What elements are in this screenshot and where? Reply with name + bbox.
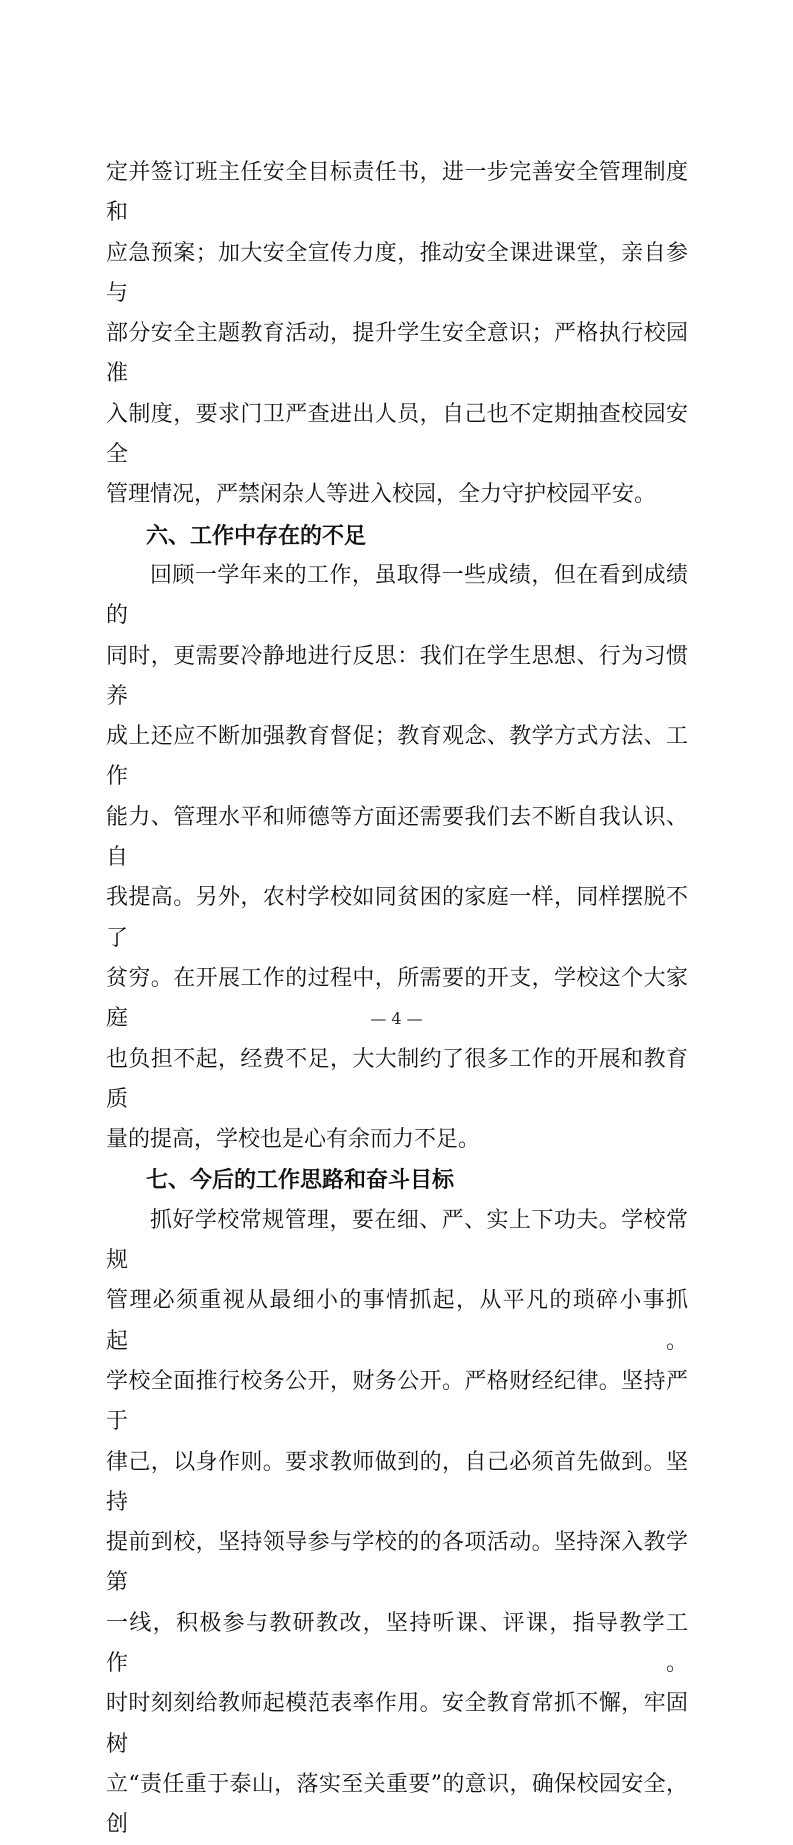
body-line: 回顾一学年来的工作，虽取得一些成绩，但在看到成绩的 (106, 562, 688, 629)
document-body (106, 153, 688, 1845)
body-line: 提前到校，坚持领导参与学校的的各项活动。坚持深入教学第 (106, 1530, 688, 1596)
section-heading-6: 六、工作中存在的不足 (146, 522, 367, 549)
body-line: 能力、管理水平和师德等方面还需要我们去不断自我认识、自 (106, 804, 688, 871)
body-line: 我提高。另外，农村学校如同贫困的家庭一样，同样摆脱不了 (106, 885, 688, 951)
section-heading-7: 七、今后的工作思路和奋斗目标 (146, 1167, 455, 1194)
body-line: 管理必须重视从最细小的事情抓起，从平凡的琐碎小事抓起。 (106, 1288, 688, 1354)
body-line: 学校全面推行校务公开，财务公开。严格财经纪律。坚持严于 (106, 1368, 688, 1435)
page-number: — 4 — (370, 1009, 423, 1028)
body-line: 量的提高，学校也是心有余而力不足。 (106, 1127, 481, 1153)
body-line: 也负担不起，经费不足，大大制约了很多工作的开展和教育质 (106, 1046, 688, 1112)
body-line: 律己，以身作则。要求教师做到的，自己必须首先做到。坚持 (106, 1449, 688, 1515)
body-line: 定并签订班主任安全目标责任书，进一步完善安全管理制度和 (106, 160, 688, 226)
body-line: 同时，更需要冷静地进行反思：我们在学生思想、行为习惯养 (106, 643, 688, 709)
body-line: 成上还应不断加强教育督促；教育观念、教学方式方法、工作 (106, 724, 688, 790)
body-line: 应急预案；加大安全宣传力度，推动安全课进课堂，亲自参与 (106, 240, 688, 306)
body-line: 立“责任重于泰山，落实至关重要”的意识，确保校园安全，创 (106, 1771, 688, 1838)
body-line: 抓好学校常规管理，要在细、严、实上下功夫。学校常规 (106, 1207, 688, 1274)
body-line: 贫穷。在开展工作的过程中，所需要的开支，学校这个大家庭 (106, 965, 688, 1032)
body-line: 时时刻刻给教师起模范表率作用。安全教育常抓不懈，牢固树 (106, 1691, 688, 1757)
body-line: 入制度，要求门卫严查进出人员，自己也不定期抽查校园安全 (106, 401, 688, 468)
body-line: 部分安全主题教育活动，提升学生安全意识；严格执行校园准 (106, 321, 688, 387)
body-line: 管理情况，严禁闲杂人等进入校园，全力守护校园平安。 (106, 482, 657, 508)
body-line: 一线，积极参与教研教改，坚持听课、评课，指导教学工作。 (106, 1610, 688, 1676)
